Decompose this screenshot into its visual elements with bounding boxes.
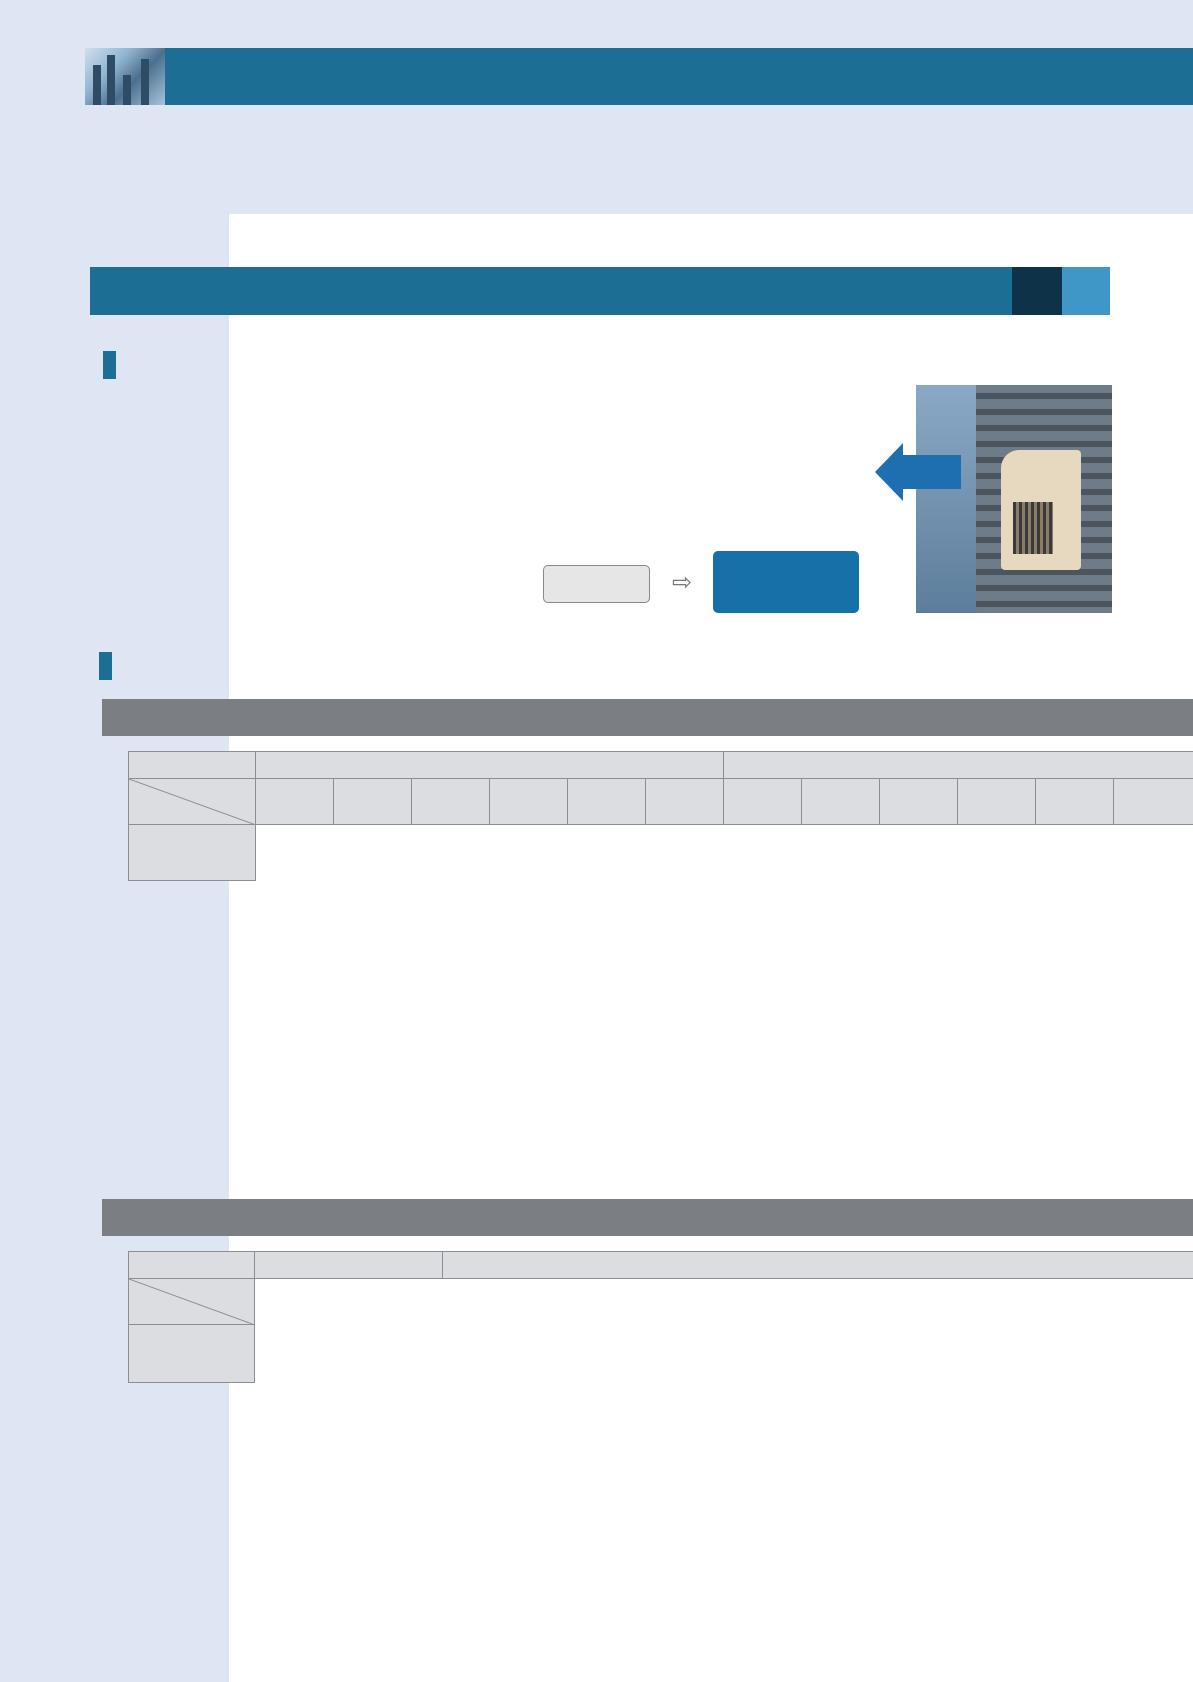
hp-header bbox=[412, 779, 490, 825]
hp-header bbox=[568, 779, 646, 825]
pressure-heading bbox=[103, 352, 130, 380]
standard-type-table bbox=[128, 751, 1193, 881]
hp-header bbox=[256, 779, 334, 825]
hp-header bbox=[724, 779, 802, 825]
table2-bar bbox=[102, 1199, 1193, 1236]
old-pressure-value bbox=[543, 565, 650, 603]
section-bar bbox=[90, 267, 1110, 315]
hp-header bbox=[334, 779, 412, 825]
hp-header bbox=[880, 779, 958, 825]
table1-bar bbox=[102, 699, 1193, 736]
hp-header bbox=[646, 779, 724, 825]
new-pressure-value bbox=[713, 551, 859, 613]
total-label bbox=[129, 825, 256, 881]
group-double bbox=[255, 1252, 443, 1279]
hp-header bbox=[490, 779, 568, 825]
hp-header bbox=[1114, 779, 1193, 825]
hp-header bbox=[802, 779, 880, 825]
group-triple bbox=[443, 1252, 1193, 1279]
hp-corner bbox=[129, 779, 256, 825]
hp-header bbox=[1036, 779, 1114, 825]
hp-corner bbox=[129, 1279, 255, 1325]
hp-header bbox=[958, 779, 1036, 825]
total-label bbox=[129, 1325, 255, 1383]
arrow-right-icon: ⇨ bbox=[672, 568, 693, 596]
airflow-arrow-icon bbox=[875, 443, 961, 501]
page-banner bbox=[85, 48, 1193, 105]
building-photo bbox=[85, 48, 165, 105]
combos-heading bbox=[99, 653, 126, 681]
group-double bbox=[724, 752, 1193, 779]
group-single bbox=[256, 752, 724, 779]
high-cop-table bbox=[128, 1251, 1193, 1383]
